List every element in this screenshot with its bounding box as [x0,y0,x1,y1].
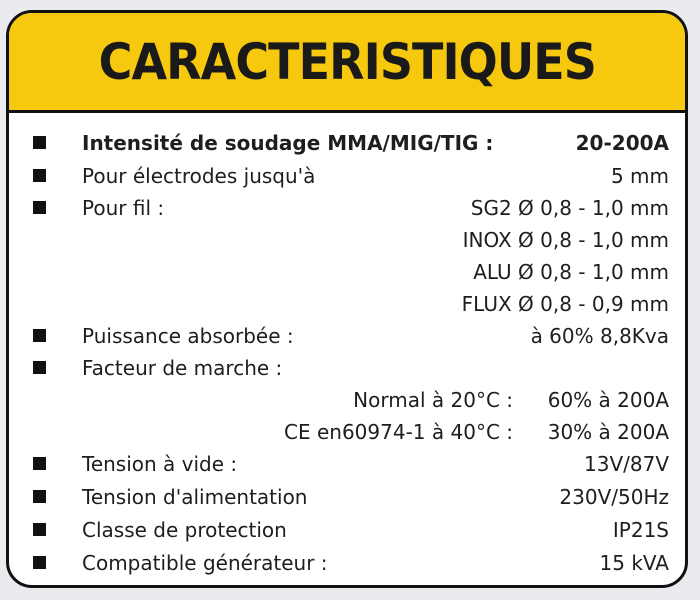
square-bullet-icon [33,361,46,374]
spec-row-fil [9,193,685,223]
square-bullet-icon [33,490,46,503]
spec-value: 30% à 200A [547,420,669,444]
square-bullet-icon [33,457,46,470]
spec-row-facteur [9,353,685,383]
spec-row-intensite [9,128,685,158]
spec-value: 230V/50Hz [559,485,669,509]
spec-row-fil-flux [9,289,685,319]
spec-row-facteur-ce [9,417,685,447]
spec-sublabel: Normal à 20°C : [353,388,513,412]
square-bullet-icon [33,169,46,182]
spec-value: ALU Ø 0,8 - 1,0 mm [473,260,669,284]
spec-label: Compatible générateur : [82,551,328,575]
spec-row-electrodes [9,161,685,191]
square-bullet-icon [33,556,46,569]
spec-value: 5 mm [610,164,669,188]
spec-row-fil-alu [9,257,685,287]
spec-label: Facteur de marche : [82,356,283,380]
spec-sublabel: CE en60974-1 à 40°C : [284,420,513,444]
spec-value: 60% à 200A [547,388,669,412]
spec-label: Classe de protection [82,518,287,542]
spec-label: Tension d'alimentation [82,485,308,509]
square-bullet-icon [33,136,46,149]
square-bullet-icon [33,201,46,214]
spec-label: Pour fil : [82,196,165,220]
spec-value: FLUX Ø 0,8 - 0,9 mm [461,292,669,316]
spec-row-tension-alim [9,482,685,512]
specs-list [9,13,685,585]
spec-value: 20-200A [575,131,669,155]
spec-value: INOX Ø 0,8 - 1,0 mm [462,228,669,252]
spec-label: Intensité de soudage MMA/MIG/TIG : [82,131,494,155]
spec-value: à 60% 8,8Kva [530,324,669,348]
square-bullet-icon [33,523,46,536]
spec-row-fil-inox [9,225,685,255]
spec-value: IP21S [612,518,669,542]
square-bullet-icon [33,329,46,342]
spec-row-puissance [9,321,685,351]
spec-row-facteur-normal [9,385,685,415]
specifications-card [6,10,688,588]
spec-value: SG2 Ø 0,8 - 1,0 mm [470,196,669,220]
spec-label: Puissance absorbée : [82,324,294,348]
spec-value: 13V/87V [584,452,669,476]
spec-row-generateur [9,548,685,578]
page-title: CARACTERISTIQUES [98,32,596,91]
spec-label: Pour électrodes jusqu'à [82,164,316,188]
spec-value: 15 kVA [599,551,669,575]
spec-row-classe [9,515,685,545]
spec-row-tension-vide [9,449,685,479]
spec-label: Tension à vide : [82,452,238,476]
